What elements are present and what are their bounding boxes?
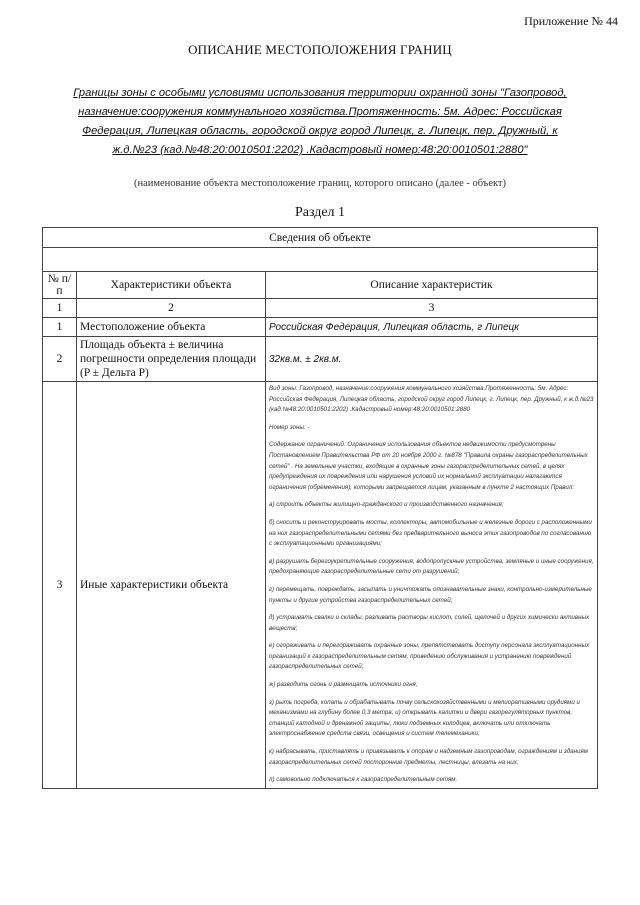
other-paragraph: к) набрасывать, приставлять и привязывать к опорам и надземным газопроводам, ограждениям и зданиям газораспределительных сетей посторонние предметы, лестницы, влезать на них; <box>269 748 588 766</box>
other-paragraph: ж) разводить огонь и размещать источники огня; <box>269 681 418 689</box>
column-header-description: Описание характеристик <box>266 272 598 299</box>
other-paragraph: Вид зоны: Газопровод, назначение:сооружения коммунального хозяйства.Протяженность: 5м. Адрес: Российская Федерация, Липецкая область, городской округ город Липецк, г. Липецк, пер. Дружный, к ж.д.№23 (кад.№48:20:0010501:2202) .Кадастровый номер:48:20:0010501:2880 <box>269 385 594 414</box>
column-header-number: № п/п <box>43 272 77 299</box>
column-number-cell: 3 <box>266 299 598 318</box>
object-name-line: Границы зоны с особыми условиями использования территории охранной зоны "Газопровод, <box>73 87 567 99</box>
table-row <box>43 318 598 337</box>
column-number-cell: 1 <box>43 299 77 318</box>
other-paragraph: Номер зоны: - <box>269 423 310 431</box>
other-paragraph: а) строить объекты жилищно-гражданского и производственного назначения; <box>269 501 504 509</box>
page-title: ОПИСАНИЕ МЕСТОПОЛОЖЕНИЯ ГРАНИЦ <box>188 42 452 57</box>
object-info-table <box>42 227 598 789</box>
object-name-line: ж.д.№23 (кад.№48:20:0010501:2202) .Кадастровый номер:48:20:0010501:2880" <box>112 144 528 156</box>
row-description: 32кв.м. ± 2кв.м. <box>266 337 598 382</box>
object-caption: (наименование объекта местоположение границ, которого описано (далее - объект) <box>133 178 507 189</box>
other-paragraph: л) самовольно подключаться к газораспределительным сетям. <box>269 776 458 784</box>
other-paragraph: г) перемещать, повреждать, засыпать и уничтожать опознавательные знаки, контрольно-измерительные пункты и другие устройства газораспределительных сетей; <box>269 585 592 604</box>
table-row <box>43 382 598 789</box>
other-paragraph: з) рыть погреба, копать и обрабатывать почву сельскохозяйственными и мелиоративными орудиями и механизмами на глубину более 0,3 метра; и) открывать калитки и двери газорегуляторных пунктов, станций катодной и дренажной защиты, люки подземных колодцев, включать или отключать электроснабжение средств связи, освещения и систем телемеханики; <box>269 698 580 738</box>
table-spacer-row <box>43 248 598 272</box>
other-paragraph: в) разрушать берегоукрепительные сооружения, водопропускные устройства, земляные и иные сооружения, предохраняющие газораспределительные сети от разрушений; <box>269 557 594 576</box>
row-number: 1 <box>43 318 77 337</box>
row-characteristic: Местоположение объекта <box>77 318 266 337</box>
row-characteristic: Площадь объекта ± величина погрешности определения площади (P ± Дельта P) <box>77 337 266 382</box>
other-characteristics <box>266 382 598 789</box>
column-number-cell: 2 <box>77 299 266 318</box>
table-row <box>43 337 598 382</box>
row-number: 3 <box>43 382 77 789</box>
table-header: Сведения об объекте <box>43 228 598 248</box>
row-characteristic: Иные характеристики объекта <box>77 382 266 789</box>
object-name-line: Федерация, Липецкая область, городской округ город Липецк, г. Липецк, пер. Дружный, к <box>82 125 558 137</box>
section-title: Раздел 1 <box>294 205 346 220</box>
other-paragraph: е) огораживать и перегораживать охранные зоны, препятствовать доступу персонала эксплуатационных организаций к газораспределительным сетям, проведению обслуживания и устранению повреждений газораспределительных сетей; <box>269 642 590 671</box>
appendix-number: Приложение № 44 <box>524 14 618 28</box>
object-name-line: назначение:сооружения коммунального хозяйства.Протяженность: 5м. Адрес: Российская <box>78 106 562 118</box>
row-description: Российская Федерация, Липецкая область, г Липецк <box>266 318 598 337</box>
other-paragraph: д) устраивать свалки и склады, разливать растворы кислот, солей, щелочей и других химически активных веществ; <box>269 614 590 632</box>
other-paragraph: б) сносить и реконструировать мосты, коллекторы, автомобильные и железные дороги с расположенными на них газораспределительными сетями без предварительного выноса этих газопроводов по согласованию с эксплуатационными организациями; <box>269 518 592 548</box>
row-number: 2 <box>43 337 77 382</box>
other-paragraph: Содержание ограничений: Ограничения использования объектов недвижимости предусмотрены Постановлением Правительства РФ от 20 ноября 2000 г. №878 "Правила охраны газораспределительных сетей" . На земельные участки, входящие в охранные зоны газораспределительных сетей, в целях предупреждения их повреждения или нарушения условий их нормальной эксплуатации налагаются ограничения (обременения), которыми запрещается лицам, указанным в пункте 2 настоящих Правил: <box>269 441 588 491</box>
object-name <box>40 84 600 160</box>
column-header-characteristic: Характеристики объекта <box>77 272 266 299</box>
